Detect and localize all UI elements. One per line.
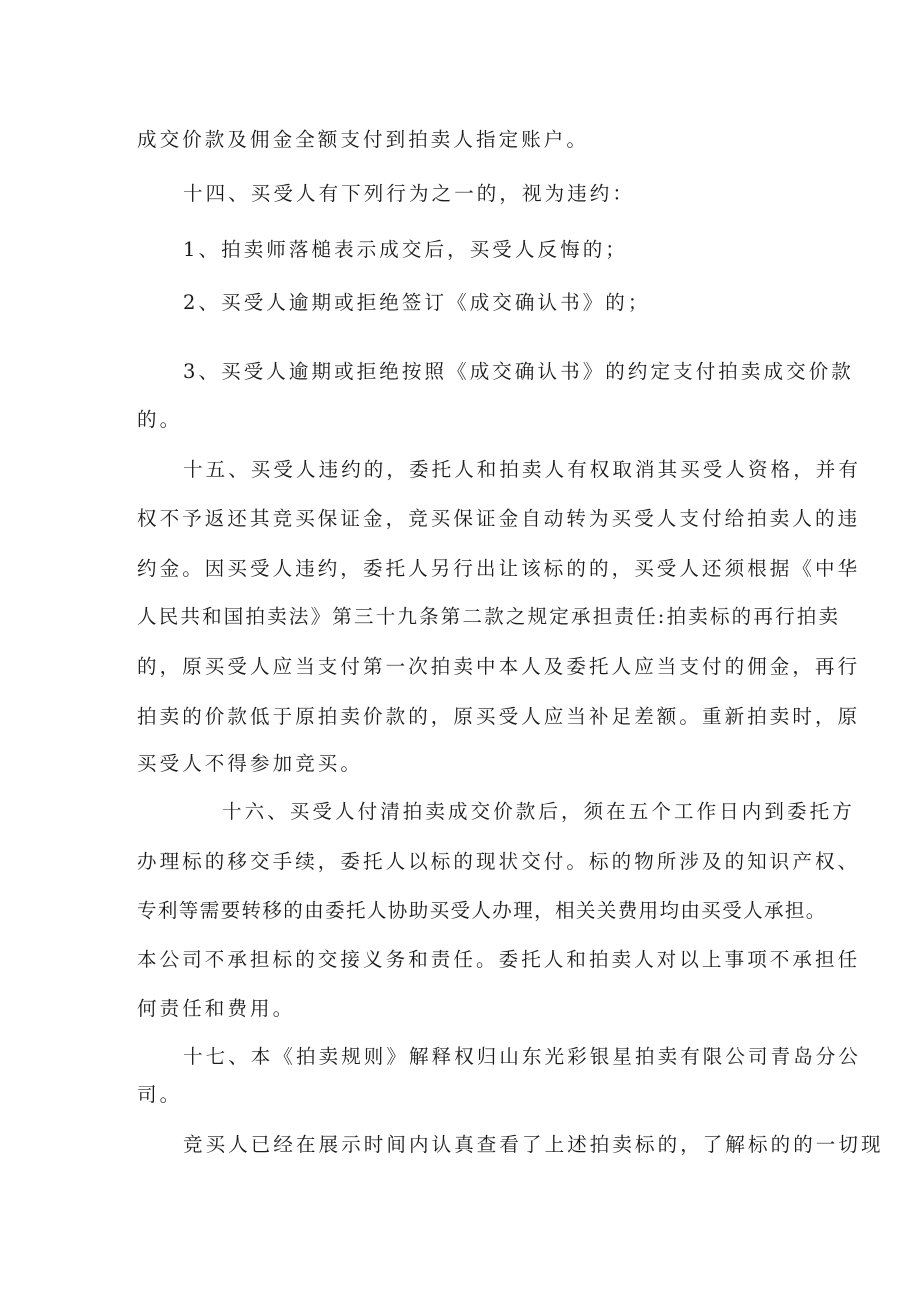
text-line: 的，原买受人应当支付第一次拍卖中本人及委托人应当支付的佣金，再行: [137, 655, 861, 678]
text-line: 买受人不得参加竞买。: [137, 752, 364, 775]
text-line: 3、买受人逾期或拒绝按照《成交确认书》的约定支付拍卖成交价款: [183, 360, 854, 383]
text-line: 约金。因买受人违约，委托人另行出让该标的的，买受人还须根据《中华: [137, 557, 861, 580]
text-line: 本公司不承担标的交接义务和责任。委托人和拍卖人对以上事项不承担任: [137, 948, 861, 971]
text-line: 办理标的移交手续，委托人以标的现状交付。标的物所涉及的知识产权、: [137, 850, 861, 873]
text-line: 2、买受人逾期或拒绝签订《成交确认书》的；: [183, 291, 651, 314]
text-line: 十四、买受人有下列行为之一的，视为违约：: [183, 182, 636, 205]
text-line: 的。: [137, 408, 183, 431]
text-line: 十七、本《拍卖规则》解释权归山东光彩银星拍卖有限公司青岛分公: [183, 1045, 862, 1068]
text-line: 何责任和费用。: [137, 997, 296, 1020]
text-line: 专利等需要转移的由委托人协助买受人办理，相关关费用均由买受人承担。: [137, 899, 827, 922]
text-line: 十六、买受人付清拍卖成交价款后，须在五个工作日内到委托方: [222, 800, 855, 823]
text-line: 成交价款及佣金全额支付到拍卖人指定账户。: [137, 128, 590, 151]
text-line: 权不予返还其竞买保证金，竞买保证金自动转为买受人支付给拍卖人的违: [137, 507, 861, 530]
text-line: 人民共和国拍卖法》第三十九条第二款之规定承担责任:拍卖标的再行拍卖: [137, 605, 841, 628]
text-line: 竞买人已经在展示时间内认真查看了上述拍卖标的，了解标的的一切现: [183, 1133, 884, 1156]
text-line: 拍卖的价款低于原拍卖价款的，原买受人应当补足差额。重新拍卖时，原: [137, 705, 861, 728]
text-line: 司。: [137, 1083, 183, 1106]
text-line: 十五、买受人违约的，委托人和拍卖人有权取消其买受人资格，并有: [183, 458, 862, 481]
text-line: 1、拍卖师落槌表示成交后，买受人反悔的；: [183, 238, 628, 261]
